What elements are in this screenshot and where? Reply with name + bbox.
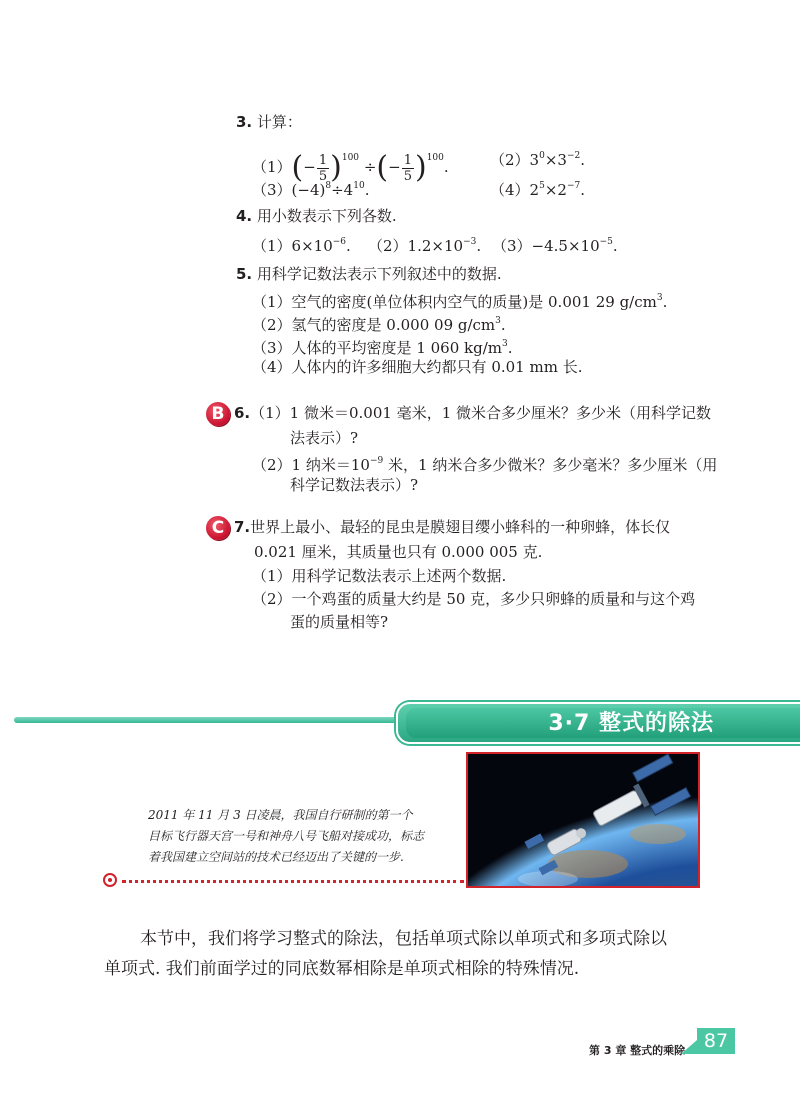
section-banner	[396, 702, 800, 744]
fraction	[402, 153, 414, 184]
q6-part2-mid: 米，1 纳米合多少微米？多少毫米？多少厘米（用	[383, 456, 718, 474]
exponent: −6	[332, 237, 347, 247]
q4-part3-text: （3）−4.5×10	[492, 237, 600, 255]
q7-part2-cont: 蛋的质量相等?	[290, 613, 389, 631]
exponent: 3	[502, 339, 508, 349]
q3-part4	[490, 176, 585, 200]
q5-label: 用科学记数法表示下列叙述中的数据.	[256, 265, 502, 283]
period: .	[612, 237, 618, 255]
photo-caption-line3: 着我国建立空间站的技术已经迈出了关键的一步.	[148, 850, 404, 864]
right-paren-icon: )	[414, 150, 427, 185]
period: .	[580, 181, 586, 199]
period: .	[364, 181, 370, 199]
fraction-denominator: 5	[318, 168, 328, 184]
q3-part2-mid: ×3	[544, 151, 567, 169]
q5-part1	[252, 288, 667, 312]
exponent: 3	[495, 316, 501, 326]
exponent: 5	[539, 181, 545, 191]
q3-part1-label: （1）	[252, 158, 292, 176]
q5-number: 5.	[236, 265, 253, 283]
exponent: 3	[656, 293, 663, 303]
minus-sign: −	[303, 158, 316, 176]
q3-part2-text: （2）3	[490, 151, 540, 169]
exponent: 100	[426, 153, 444, 163]
q7-part2-text: （2）一个鸡蛋的质量大约是 50 克，多少只卵蜂的质量和与这个鸡	[252, 590, 696, 608]
q4-label: 用小数表示下列各数.	[256, 207, 397, 225]
q6-line2	[290, 428, 358, 448]
section-title: 3·7 整式的除法	[548, 711, 714, 736]
q5-part1-text: （1）空气的密度(单位体积内空气的质量)是 0.001 29 g/cm	[252, 293, 657, 311]
period: .	[662, 293, 668, 311]
period: .	[507, 339, 513, 357]
q3-part4-text: （4）2	[490, 181, 540, 199]
period: .	[476, 237, 482, 255]
period: .	[500, 316, 506, 334]
q6-number: 6.	[234, 404, 251, 422]
exponent: −7	[566, 181, 581, 191]
left-paren-icon: (	[291, 150, 304, 185]
divide-sign: ÷	[363, 158, 377, 176]
period: .	[443, 158, 449, 176]
exponent: −2	[566, 151, 581, 161]
q7-line3	[252, 566, 506, 586]
q6-line4	[290, 475, 418, 495]
exponent: −5	[599, 237, 613, 247]
chapter-footer: 第 3 章 整式的乘除	[589, 1044, 686, 1057]
minus-sign: −	[388, 158, 401, 176]
q3-part3	[252, 176, 369, 200]
space-station-photo	[466, 752, 700, 888]
target-bullet-icon	[103, 873, 117, 887]
q5-part3	[252, 334, 513, 358]
q7-part1-text: （1）用科学记数法表示上述两个数据.	[252, 567, 507, 585]
q3-heading	[236, 112, 302, 132]
fraction-numerator: 1	[403, 152, 412, 168]
q5-part3-text: （3）人体的平均密度是 1 060 kg/m	[252, 339, 502, 357]
q3-label: 计算：	[256, 113, 302, 131]
period: .	[580, 151, 586, 169]
page-tab-corner	[681, 1040, 697, 1054]
q5-heading	[236, 264, 502, 284]
period: .	[346, 237, 351, 255]
q7-line2	[254, 542, 542, 562]
fraction-denominator: 5	[403, 168, 412, 184]
left-paren-icon: (	[376, 150, 389, 185]
q4-part3	[492, 232, 618, 256]
exponent: 100	[341, 153, 360, 163]
right-paren-icon: )	[330, 150, 342, 185]
space-station-illustration	[468, 754, 698, 886]
q3-part3-text: （3）(−4)	[252, 181, 326, 199]
q7-text-line1: 世界上最小、最轻的昆虫是膜翅目缨小蜂科的一种卵蜂，体长仅	[250, 518, 671, 536]
page-number: 87	[697, 1028, 735, 1054]
q4-part2	[368, 232, 481, 256]
intro-line2: 单项式. 我们前面学过的同底数幂相除是单项式相除的特殊情况.	[104, 959, 580, 979]
q4-part1-text: （1）6×10	[252, 237, 333, 255]
q5-part2-text: （2）氢气的密度是 0.000 09 g/cm	[252, 316, 496, 334]
level-b-badge-icon: B	[206, 402, 230, 426]
q4-heading	[236, 206, 397, 226]
exponent: −3	[463, 237, 477, 247]
exponent: 8	[325, 181, 332, 191]
fraction-numerator: 1	[318, 152, 328, 168]
q5-part4	[252, 357, 582, 377]
q7-number: 7.	[234, 518, 251, 536]
section-rule	[14, 717, 406, 723]
q5-part4-text: （4）人体内的许多细胞大约都只有 0.01 mm 长.	[252, 358, 583, 376]
q3-part4-mid: ×2	[544, 181, 567, 199]
q3-part2	[490, 146, 585, 170]
q6-part2-cont: 科学记数法表示）?	[290, 476, 419, 494]
q7-line4	[252, 589, 695, 609]
q6-line1	[234, 403, 711, 423]
q7-text-line2: 0.021 厘米，其质量也只有 0.000 005 克.	[254, 543, 543, 561]
q4-part2-text: （2）1.2×10	[368, 237, 464, 255]
exponent: −9	[369, 456, 384, 466]
q3-number: 3.	[236, 113, 253, 131]
exponent: 10	[353, 181, 365, 191]
q5-part2	[252, 311, 506, 335]
q4-number: 4.	[236, 207, 253, 225]
photo-caption-line2: 目标飞行器天宫一号和神舟八号飞船对接成功，标志	[148, 829, 425, 843]
q6-part1-text: （1）1 微米＝0.001 毫米，1 微米合多少厘米？多少米（用科学记数	[250, 404, 712, 422]
exponent: 0	[539, 151, 545, 161]
q3-part1	[252, 140, 449, 185]
level-c-badge-icon: C	[206, 516, 230, 540]
q6-part1-cont: 法表示）?	[290, 429, 359, 447]
dotted-divider	[122, 880, 464, 883]
q7-line5	[290, 612, 388, 632]
photo-caption-line1: 2011 年 11 月 3 日凌晨，我国自行研制的第一个	[148, 808, 413, 822]
q4-part1	[252, 232, 351, 256]
q3-part3-mid: ÷4	[331, 181, 354, 199]
q7-line1	[234, 517, 670, 537]
q6-part2-text: （2）1 纳米＝10	[252, 456, 370, 474]
intro-line1: 本节中，我们将学习整式的除法，包括单项式除以单项式和多项式除以	[140, 929, 667, 949]
q6-line3	[252, 451, 717, 475]
